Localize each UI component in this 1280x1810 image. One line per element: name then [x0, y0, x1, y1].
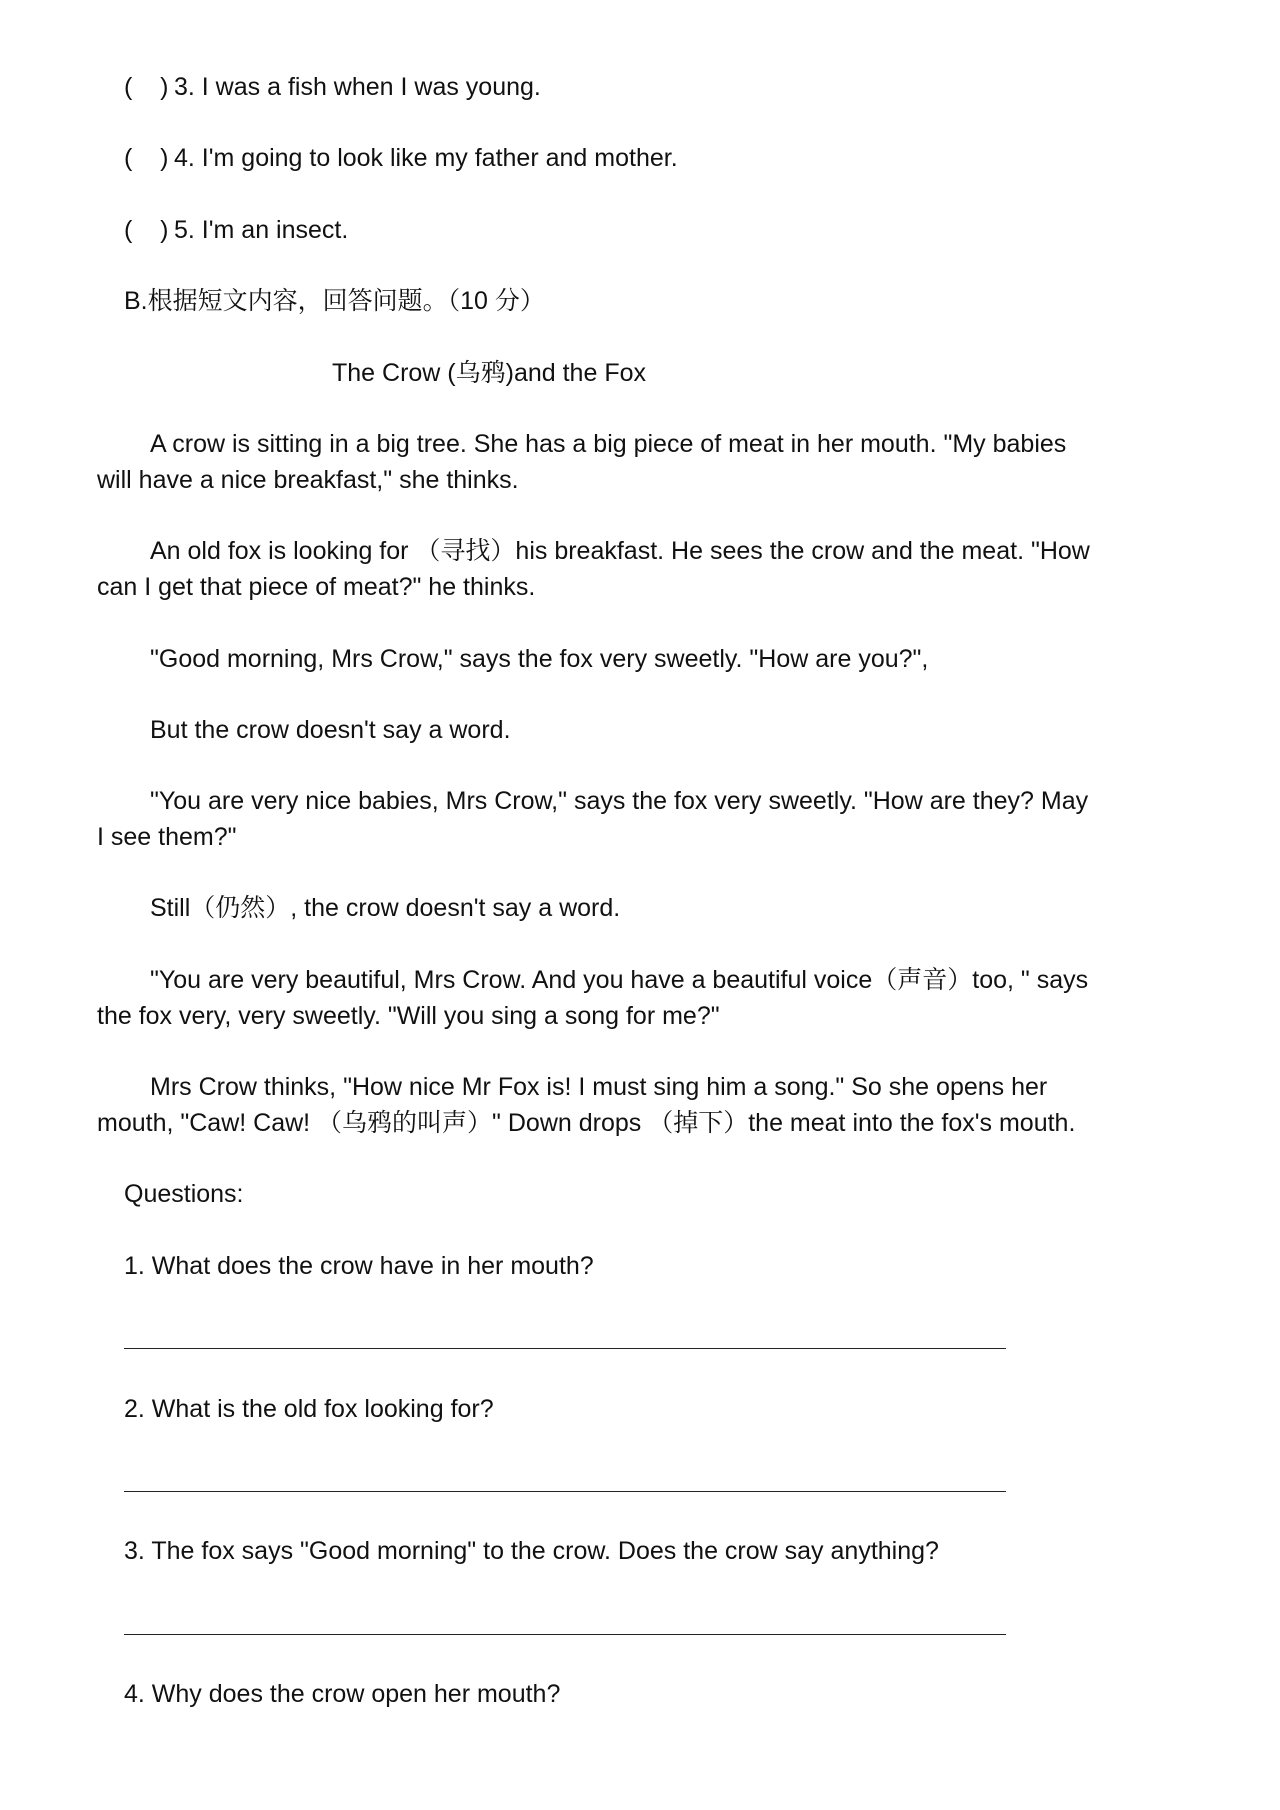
story-line: A crow is sitting in a big tree. She has a big piece of meat in her mouth. "My babies — [150, 430, 1067, 458]
answer-parentheses[interactable]: ( ) — [124, 144, 169, 172]
story-line: "You are very beautiful, Mrs Crow. And you have a beautiful voice（声音）too, " says — [150, 966, 1089, 994]
matching-item-4 — [124, 140, 678, 176]
story-line: mouth, "Caw! Caw! （乌鸦的叫声）" Down drops （掉下）the meat into the fox's mouth. — [97, 1109, 1076, 1137]
story-line: "Good morning, Mrs Crow," says the fox very sweetly. "How are you?", — [150, 645, 929, 673]
story-line: Still（仍然）, the crow doesn't say a word. — [150, 894, 621, 922]
answer-parentheses[interactable]: ( ) — [124, 216, 169, 244]
questions-label: Questions: — [124, 1180, 244, 1208]
answer-line-2[interactable] — [124, 1491, 1006, 1492]
story-line: the fox very, very sweetly. "Will you sing a song for me?" — [97, 1002, 720, 1030]
matching-item-5 — [124, 212, 348, 248]
question-4: 4. Why does the crow open her mouth? — [124, 1680, 561, 1708]
question-2: 2. What is the old fox looking for? — [124, 1395, 494, 1423]
matching-item-3 — [124, 69, 541, 105]
story-line: "You are very nice babies, Mrs Crow," says the fox very sweetly. "How are they? May — [150, 787, 1089, 815]
story-title: The Crow (乌鸦)and the Fox — [332, 359, 646, 387]
answer-line-3[interactable] — [124, 1634, 1006, 1635]
answer-parentheses[interactable]: ( ) — [124, 73, 169, 101]
question-3: 3. The fox says "Good morning" to the crow. Does the crow say anything? — [124, 1537, 939, 1565]
story-line: Mrs Crow thinks, "How nice Mr Fox is! I must sing him a song." So she opens her — [150, 1073, 1048, 1101]
matching-item-text: 3. I was a fish when I was young. — [174, 73, 541, 101]
story-line: will have a nice breakfast," she thinks. — [97, 466, 519, 494]
story-line: An old fox is looking for （寻找）his breakfast. He sees the crow and the meat. "How — [150, 537, 1090, 565]
section-b-heading: B.根据短文内容，回答问题。（10 分） — [124, 287, 545, 315]
matching-item-text: 5. I'm an insect. — [174, 216, 349, 244]
story-line: But the crow doesn't say a word. — [150, 716, 511, 744]
matching-item-text: 4. I'm going to look like my father and mother. — [174, 144, 678, 172]
story-line: can I get that piece of meat?" he thinks. — [97, 573, 536, 601]
answer-line-1[interactable] — [124, 1348, 1006, 1349]
question-1: 1. What does the crow have in her mouth? — [124, 1252, 594, 1280]
story-line: I see them?" — [97, 823, 237, 851]
